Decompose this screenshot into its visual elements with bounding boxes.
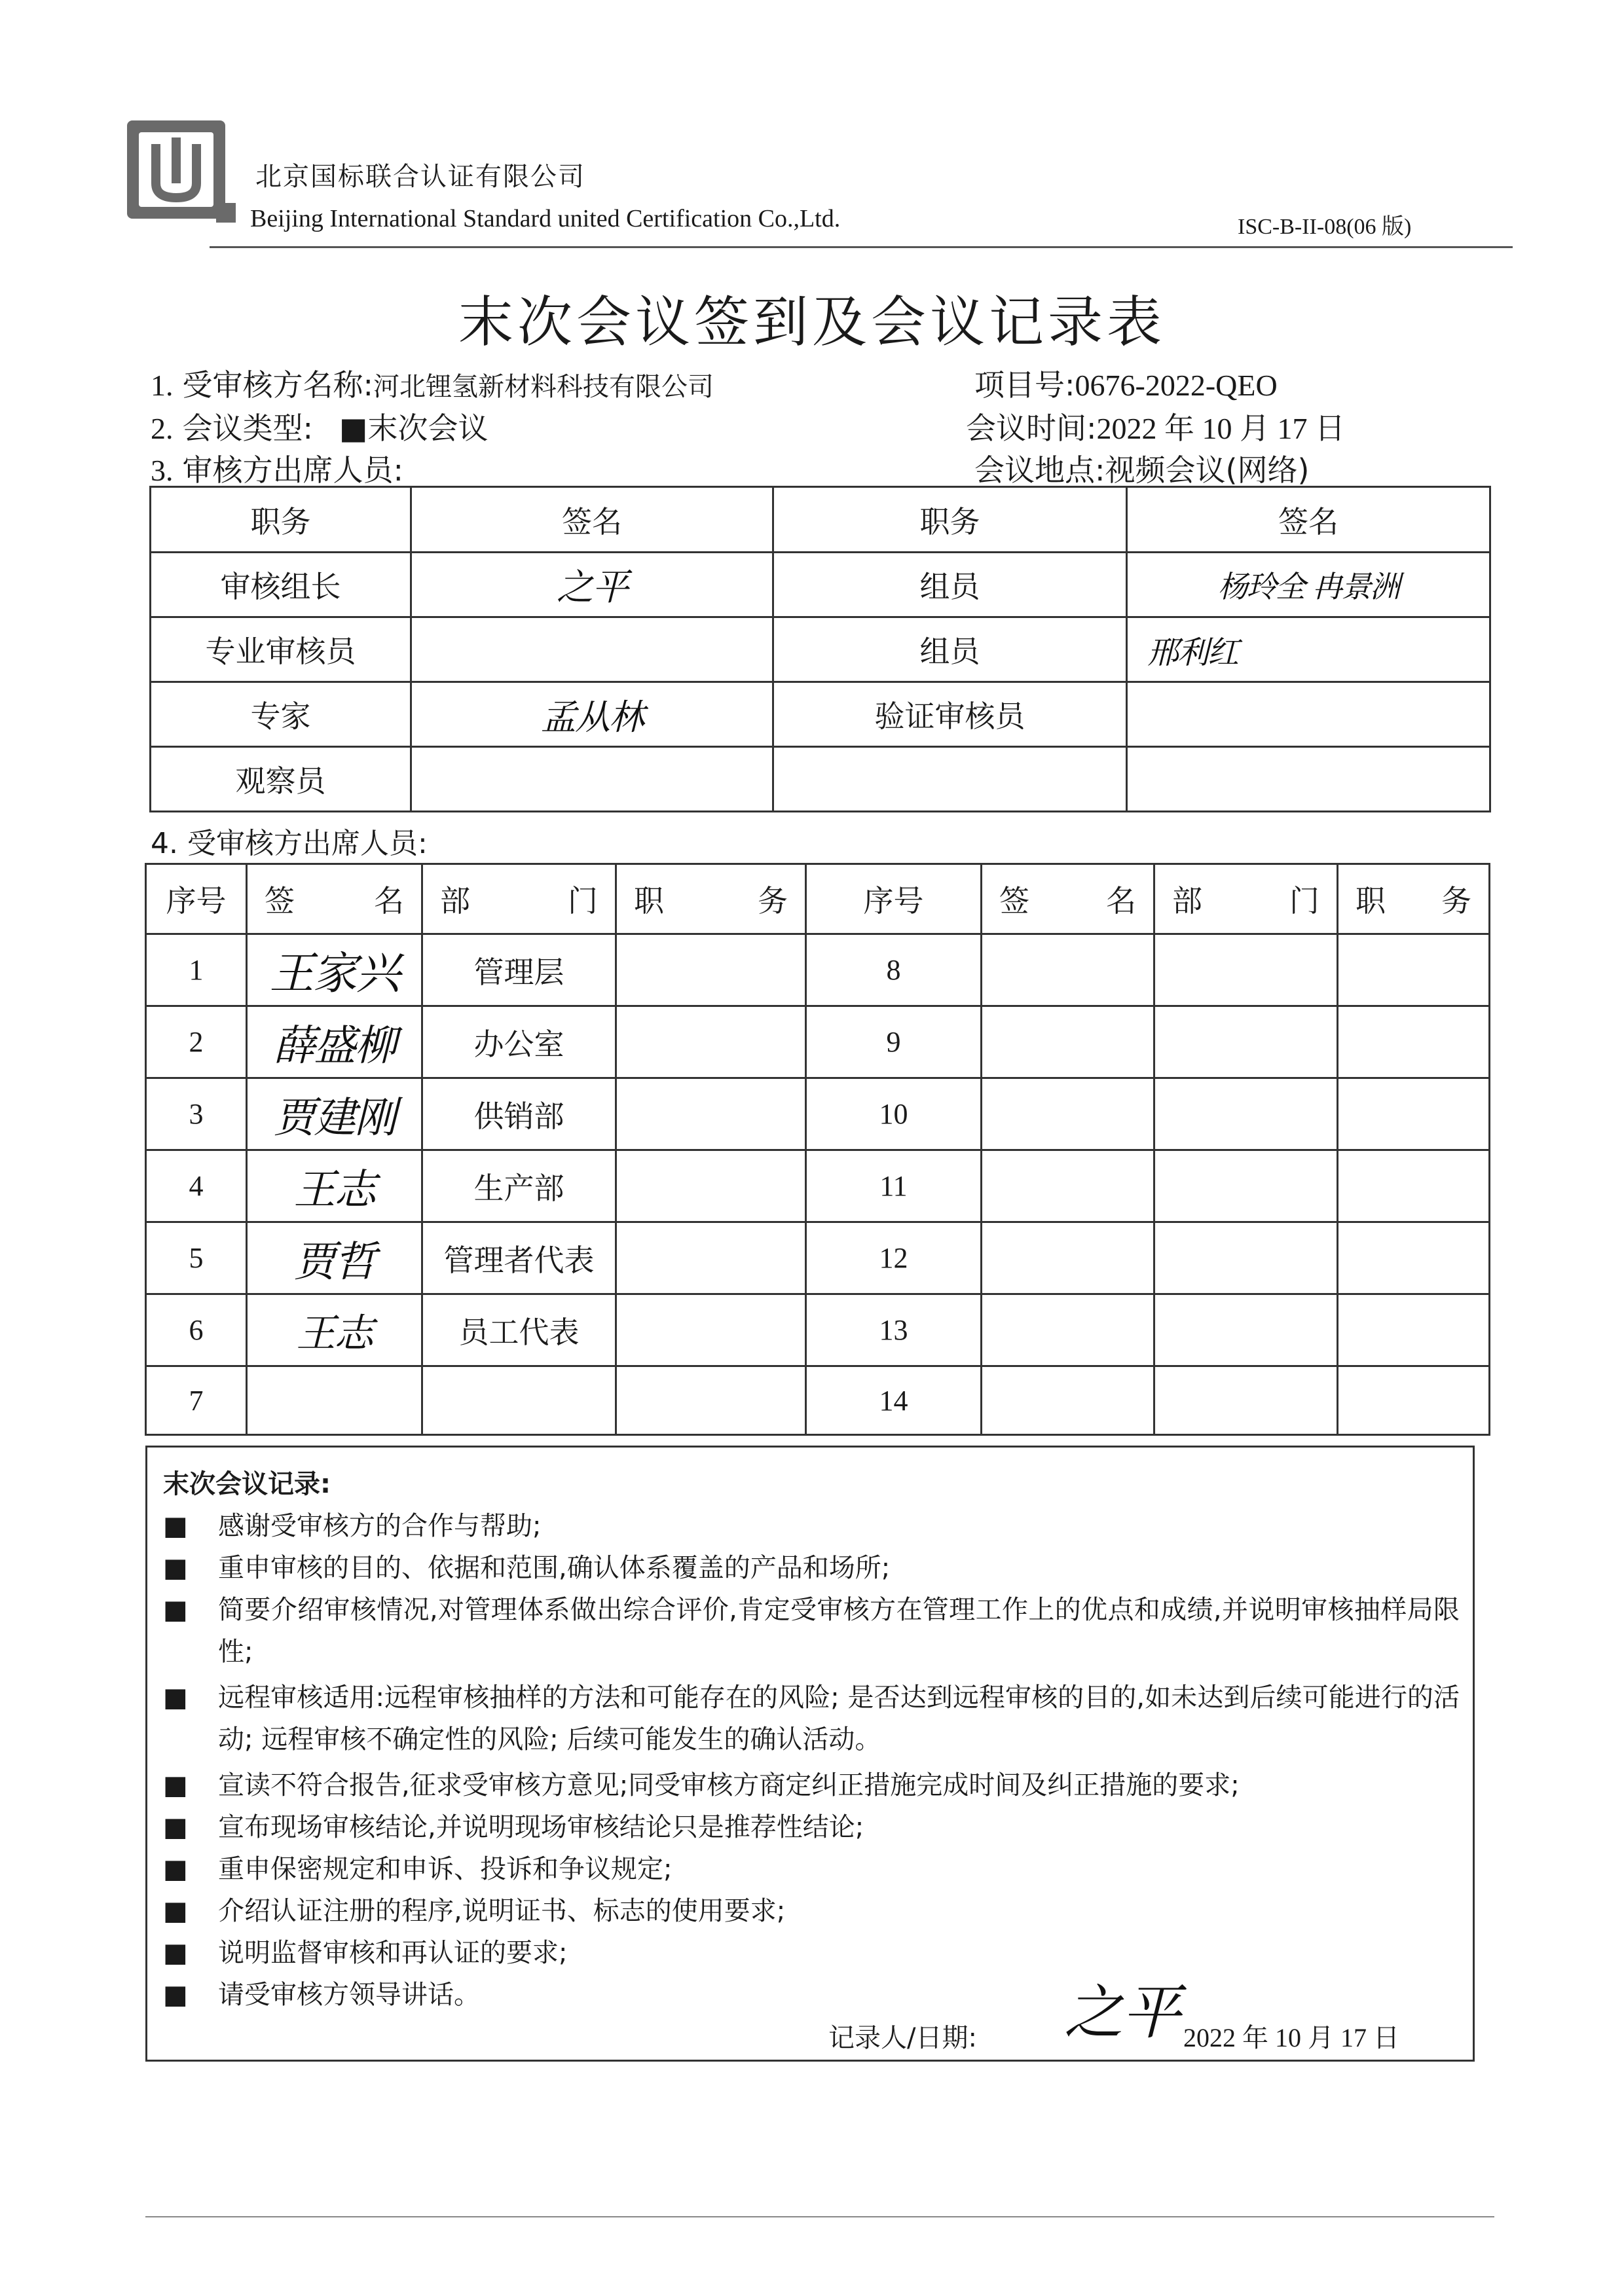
signature-cell: 王志 <box>247 1150 422 1222</box>
header-title <box>616 864 806 934</box>
bullet-square-icon: ■ <box>163 1683 188 1713</box>
record-item <box>163 1677 1460 1760</box>
department-cell <box>1154 1294 1338 1366</box>
department-cell <box>1154 934 1338 1006</box>
header-char: 签 <box>999 883 1029 919</box>
meeting-record-box <box>145 1446 1475 2062</box>
signature-cell: 王家兴 <box>247 934 422 1006</box>
table-row <box>151 747 1490 812</box>
meeting-time-value: 2022 年 10 月 17 日 <box>1096 412 1345 445</box>
title-cell <box>1338 1006 1490 1078</box>
recorder-signature: 之平 <box>1064 1978 1179 2047</box>
row-number: 2 <box>146 1006 247 1078</box>
row-number: 13 <box>806 1294 982 1366</box>
bullet-square-icon: ■ <box>163 1980 188 2010</box>
title-cell <box>616 1222 806 1294</box>
bullet-square-icon: ■ <box>163 1511 188 1541</box>
header-char: 部 <box>1172 883 1202 919</box>
role-cell: 验证审核员 <box>773 682 1127 747</box>
auditor-attendees-label: 审核方出席人员: <box>182 452 403 488</box>
header-signature <box>982 864 1154 934</box>
document-number: ISC-B-II-08(06 版) <box>1238 215 1412 239</box>
row-number: 11 <box>806 1150 982 1222</box>
row-number: 4 <box>146 1150 247 1222</box>
record-item <box>163 1890 1460 1932</box>
row-number: 5 <box>146 1222 247 1294</box>
header-signature: 签名 <box>411 487 773 553</box>
table-row <box>146 1222 1490 1294</box>
bullet-square-icon: ■ <box>163 1938 188 1968</box>
title-cell <box>616 1006 806 1078</box>
record-item <box>163 1547 1460 1589</box>
role-cell: 专业审核员 <box>151 617 411 682</box>
title-cell <box>616 1294 806 1366</box>
record-date: 2022 年 10 月 17 日 <box>1183 2023 1399 2052</box>
record-item <box>163 1589 1460 1673</box>
company-name-en: Beijing International Standard united Certification Co.,Ltd. <box>250 205 841 232</box>
project-number-line <box>974 361 1278 405</box>
title-cell <box>616 1366 806 1435</box>
record-item-text: 请受审核方领导讲话。 <box>218 1980 480 2010</box>
project-number-label: 项目号: <box>974 367 1075 403</box>
auditee-name-label: 受审核方名称: <box>182 367 373 403</box>
record-title: 末次会议记录: <box>163 1469 331 1499</box>
header-char: 部 <box>440 883 470 919</box>
department-cell <box>1154 1366 1338 1435</box>
record-item-text: 重申审核的目的、依据和范围,确认体系覆盖的产品和场所; <box>218 1553 891 1583</box>
meeting-place-value: 视频会议(网络) <box>1105 452 1310 488</box>
row-number: 8 <box>806 934 982 1006</box>
signature-cell <box>411 617 773 682</box>
table-row <box>146 1150 1490 1222</box>
signature-cell <box>982 1150 1154 1222</box>
table-header-row <box>146 864 1490 934</box>
signature-cell: 王志 <box>247 1294 422 1366</box>
footer-divider <box>145 2216 1494 2217</box>
row-number: 1 <box>146 934 247 1006</box>
header-char: 门 <box>568 883 598 919</box>
signature-cell: 之平 <box>411 553 773 617</box>
header-char: 职 <box>1356 883 1386 919</box>
recorder-label: 记录人/日期: <box>828 2023 977 2053</box>
meeting-place-line <box>974 446 1309 490</box>
signature-cell <box>982 1006 1154 1078</box>
header-char: 务 <box>758 883 788 919</box>
record-item <box>163 1974 1460 2016</box>
header-char: 门 <box>1289 883 1320 919</box>
department-cell: 管理者代表 <box>422 1222 616 1294</box>
signature-cell: 邢利红 <box>1127 617 1490 682</box>
bullet-square-icon: ■ <box>163 1595 188 1625</box>
signature-cell: 贾哲 <box>247 1222 422 1294</box>
auditee-name-line <box>151 361 714 405</box>
row-number: 14 <box>806 1366 982 1435</box>
department-cell <box>422 1366 616 1435</box>
signature-cell <box>1127 682 1490 747</box>
auditee-signin-table <box>145 863 1490 1436</box>
record-item-text: 说明监督审核和再认证的要求; <box>218 1938 568 1968</box>
line-number: 2. <box>151 412 174 445</box>
signature-cell <box>982 1222 1154 1294</box>
record-item-text: 感谢受审核方的合作与帮助; <box>218 1511 542 1541</box>
title-cell <box>1338 1366 1490 1435</box>
header-title <box>1338 864 1490 934</box>
signature-cell <box>982 1294 1154 1366</box>
signature-cell: 薛盛柳 <box>247 1006 422 1078</box>
department-cell <box>1154 1150 1338 1222</box>
row-number: 3 <box>146 1078 247 1150</box>
project-number-value: 0676-2022-QEO <box>1075 369 1278 402</box>
header-signature <box>247 864 422 934</box>
bullet-square-icon: ■ <box>163 1812 188 1842</box>
header-department <box>1154 864 1338 934</box>
role-cell: 审核组长 <box>151 553 411 617</box>
header-role: 职务 <box>773 487 1127 553</box>
meeting-place-label: 会议地点: <box>974 452 1105 488</box>
header-signature: 签名 <box>1127 487 1490 553</box>
record-item-text: 简要介绍审核情况,对管理体系做出综合评价,肯定受审核方在管理工作上的优点和成绩,并说明审核抽样局限性; <box>218 1595 1460 1667</box>
title-cell <box>1338 1294 1490 1366</box>
signature-cell <box>1127 747 1490 812</box>
signature-cell: 杨玲全 冉景洲 <box>1127 553 1490 617</box>
row-number: 12 <box>806 1222 982 1294</box>
department-cell: 供销部 <box>422 1078 616 1150</box>
record-item-text: 宣读不符合报告,征求受审核方意见;同受审核方商定纠正措施完成时间及纠正措施的要求; <box>218 1770 1240 1800</box>
bullet-square-icon: ■ <box>163 1770 188 1800</box>
line-number: 1. <box>151 369 174 402</box>
role-cell: 组员 <box>773 553 1127 617</box>
header-char: 名 <box>1106 883 1136 919</box>
meeting-type-label: 会议类型: <box>182 410 313 446</box>
header-char: 名 <box>374 883 404 919</box>
record-item <box>163 1848 1460 1890</box>
meeting-time-line <box>966 405 1345 448</box>
table-row <box>146 1366 1490 1435</box>
signature-cell <box>411 747 773 812</box>
signature-cell <box>247 1366 422 1435</box>
table-row <box>146 1078 1490 1150</box>
signature-cell: 孟从林 <box>411 682 773 747</box>
role-cell: 组员 <box>773 617 1127 682</box>
role-cell: 专家 <box>151 682 411 747</box>
isc-logo-icon <box>124 118 239 232</box>
auditee-attendees-heading: 4. 受审核方出席人员: <box>151 827 428 860</box>
department-cell: 员工代表 <box>422 1294 616 1366</box>
signature-cell <box>982 934 1154 1006</box>
auditor-attendees-line <box>151 446 403 490</box>
table-row <box>146 1006 1490 1078</box>
meeting-type-value: ■末次会议 <box>339 410 489 446</box>
role-cell <box>773 747 1127 812</box>
header-role: 职务 <box>151 487 411 553</box>
signature-cell: 贾建刚 <box>247 1078 422 1150</box>
line-number: 3. <box>151 454 174 487</box>
department-cell <box>1154 1006 1338 1078</box>
table-row <box>151 617 1490 682</box>
table-row <box>151 682 1490 747</box>
auditor-signin-table <box>149 486 1491 812</box>
form-title: 末次会议签到及会议记录表 <box>458 290 1166 354</box>
signature-cell <box>982 1366 1154 1435</box>
table-row <box>151 553 1490 617</box>
auditee-name-value: 河北锂氢新材料科技有限公司 <box>373 372 714 402</box>
row-number: 7 <box>146 1366 247 1435</box>
signature-cell <box>982 1078 1154 1150</box>
title-cell <box>1338 1222 1490 1294</box>
table-row <box>146 934 1490 1006</box>
title-cell <box>616 1150 806 1222</box>
meeting-type-line <box>151 405 488 448</box>
role-cell: 观察员 <box>151 747 411 812</box>
table-header-row <box>151 487 1490 553</box>
bullet-square-icon: ■ <box>163 1896 188 1926</box>
header-number: 序号 <box>146 864 247 934</box>
department-cell: 生产部 <box>422 1150 616 1222</box>
header-divider <box>210 246 1513 248</box>
record-item <box>163 1806 1460 1848</box>
record-item <box>163 1932 1460 1974</box>
title-cell <box>616 1078 806 1150</box>
record-item <box>163 1505 1460 1547</box>
record-item <box>163 1764 1460 1806</box>
company-name-cn: 北京国标联合认证有限公司 <box>255 162 585 192</box>
row-number: 6 <box>146 1294 247 1366</box>
header-char: 务 <box>1441 883 1471 919</box>
table-row <box>146 1294 1490 1366</box>
record-item-text: 宣布现场审核结论,并说明现场审核结论只是推荐性结论; <box>218 1812 864 1842</box>
bullet-square-icon: ■ <box>163 1854 188 1884</box>
title-cell <box>1338 934 1490 1006</box>
department-cell <box>1154 1222 1338 1294</box>
header-department <box>422 864 616 934</box>
header-number: 序号 <box>806 864 982 934</box>
title-cell <box>1338 1078 1490 1150</box>
department-cell: 办公室 <box>422 1006 616 1078</box>
meeting-time-label: 会议时间: <box>966 410 1097 446</box>
bullet-square-icon: ■ <box>163 1553 188 1583</box>
title-cell <box>1338 1150 1490 1222</box>
header-char: 签 <box>265 883 295 919</box>
row-number: 9 <box>806 1006 982 1078</box>
record-item-text: 介绍认证注册的程序,说明证书、标志的使用要求; <box>218 1896 786 1926</box>
department-cell: 管理层 <box>422 934 616 1006</box>
record-item-text: 远程审核适用:远程审核抽样的方法和可能存在的风险; 是否达到远程审核的目的,如未达到后续可能进行的活动; 远程审核不确定性的风险; 后续可能发生的确认活动。 <box>218 1683 1460 1755</box>
title-cell <box>616 934 806 1006</box>
header-char: 职 <box>634 883 664 919</box>
row-number: 10 <box>806 1078 982 1150</box>
department-cell <box>1154 1078 1338 1150</box>
record-item-text: 重申保密规定和申诉、投诉和争议规定; <box>218 1854 673 1884</box>
